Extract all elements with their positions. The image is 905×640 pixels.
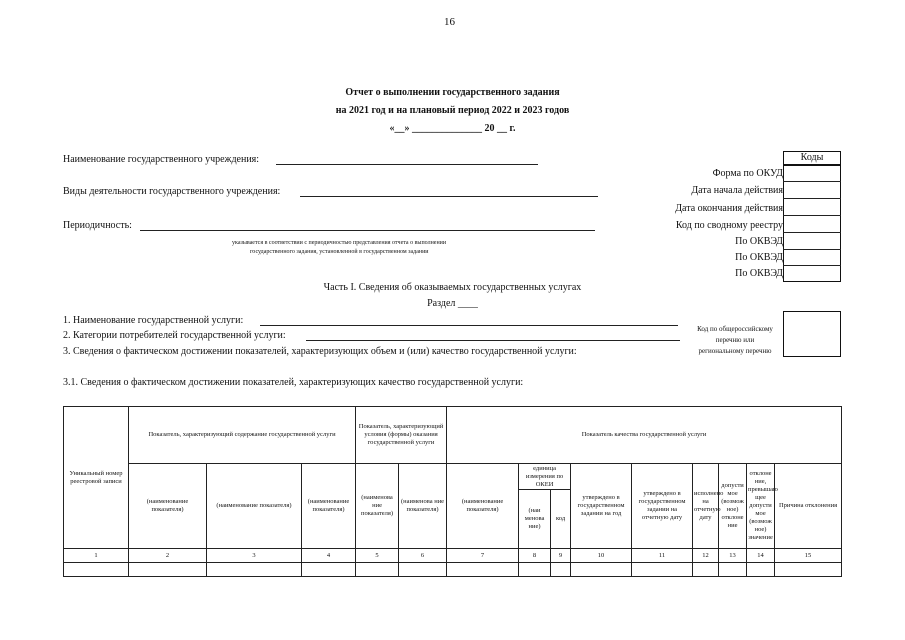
indicators-info-label: 3. Сведения о фактическом достижении показателей, характеризующих объем и (или) качество государственной услуги: <box>63 346 577 357</box>
table-cell[interactable] <box>519 563 551 577</box>
codes-divider <box>783 265 841 266</box>
header-allowed-deviation: допусти мое (возмож ное) отклоне ние <box>719 464 747 549</box>
service-name-label: 1. Наименование государственной услуги: <box>63 315 244 326</box>
codes-divider <box>783 181 841 182</box>
header-name-col2: (наименование показателя) <box>129 464 207 549</box>
service-name-line[interactable] <box>260 325 678 326</box>
activity-types-line[interactable] <box>300 196 598 197</box>
table-cell[interactable] <box>775 563 842 577</box>
header-approved-for-date: утверждено в государственном задании на отчетную дату <box>632 464 693 549</box>
subsection-title: 3.1. Сведения о фактическом достижении показателей, характеризующих качество государственной услуги: <box>63 377 524 388</box>
header-content-indicator: Показатель, характеризующий содержание государственной услуги <box>129 407 356 464</box>
column-numbers-row <box>64 549 842 563</box>
registry-code-label: Код по сводному реестру <box>675 220 783 231</box>
periodicity-note-1: указывается в соответствии с периодичностью представления отчета о выполнении <box>232 240 447 246</box>
column-number: 14 <box>747 549 775 563</box>
header-unit-okei: единица измерения по ОКЕИ <box>519 464 571 490</box>
consumer-categories-label: 2. Категории потребителей государственной услуги: <box>63 330 286 341</box>
column-number: 6 <box>399 549 447 563</box>
codes-divider <box>783 198 841 199</box>
header-unit-name: (наи менова ние) <box>519 490 551 549</box>
table-cell[interactable] <box>129 563 207 577</box>
column-number: 12 <box>693 549 719 563</box>
section-title: Раздел ____ <box>427 298 478 309</box>
header-quality-indicator: Показатель качества государственной услуги <box>447 407 842 464</box>
column-number: 9 <box>551 549 571 563</box>
header-name-col5: (наименова ние показателя) <box>356 464 399 549</box>
table-cell[interactable] <box>207 563 302 577</box>
header-exceeding-deviation: отклоне ние, превышаю щее допусти мое (возмож ное) значение <box>747 464 775 549</box>
periodicity-note-2: государственного задания, установленной в государственном задании <box>250 249 429 255</box>
header-name-col3: (наименование показателя) <box>207 464 302 549</box>
report-date-line: «__» ______________ 20 __ г. <box>389 123 516 134</box>
table-cell[interactable] <box>551 563 571 577</box>
table-cell[interactable] <box>693 563 719 577</box>
table-row <box>64 563 842 577</box>
registry-code-text-1: Код по общероссийскому <box>697 325 773 333</box>
okved-label-1: По ОКВЭД <box>735 236 783 247</box>
table-cell[interactable] <box>447 563 519 577</box>
registry-code-box[interactable] <box>783 311 841 357</box>
header-executed: исполнено на отчетную дату <box>693 464 719 549</box>
column-number: 13 <box>719 549 747 563</box>
periodicity-label: Периодичность: <box>63 220 132 231</box>
codes-header: Коды <box>783 151 841 165</box>
column-number: 11 <box>632 549 693 563</box>
column-number: 10 <box>571 549 632 563</box>
column-number: 5 <box>356 549 399 563</box>
codes-divider <box>783 249 841 250</box>
registry-code-text-2: перечню или <box>715 336 755 344</box>
start-date-label: Дата начала действия <box>691 185 783 196</box>
column-number: 15 <box>775 549 842 563</box>
column-number: 4 <box>302 549 356 563</box>
codes-divider <box>783 232 841 233</box>
activity-types-label: Виды деятельности государственного учреждения: <box>63 186 281 197</box>
table-cell[interactable] <box>747 563 775 577</box>
column-number: 2 <box>129 549 207 563</box>
header-name-col4: (наименование показателя) <box>302 464 356 549</box>
quality-indicators-table <box>63 406 842 577</box>
column-number: 8 <box>519 549 551 563</box>
periodicity-line[interactable] <box>140 230 595 231</box>
institution-name-line[interactable] <box>276 164 538 165</box>
page-number: 16 <box>444 16 455 28</box>
table-cell[interactable] <box>64 563 129 577</box>
table-cell[interactable] <box>632 563 693 577</box>
okved-label-2: По ОКВЭД <box>735 252 783 263</box>
institution-name-label: Наименование государственного учреждения: <box>63 154 260 165</box>
header-deviation-reason: Причина отклонения <box>775 464 842 549</box>
column-number: 1 <box>64 549 129 563</box>
header-name-col6: (наименова ние показателя) <box>399 464 447 549</box>
header-name-col7: (наименование показателя) <box>447 464 519 549</box>
table-cell[interactable] <box>399 563 447 577</box>
report-title: Отчет о выполнении государственного задания <box>345 87 560 98</box>
column-number: 3 <box>207 549 302 563</box>
header-unit-code: код <box>551 490 571 549</box>
part-title: Часть I. Сведения об оказываемых государственных услугах <box>323 282 582 293</box>
table-cell[interactable] <box>719 563 747 577</box>
table-cell[interactable] <box>356 563 399 577</box>
column-number: 7 <box>447 549 519 563</box>
header-conditions-indicator: Показатель, характеризующий условия (формы) оказания государственной услуги <box>356 407 447 464</box>
consumer-categories-line[interactable] <box>306 340 680 341</box>
report-period: на 2021 год и на плановый период 2022 и 2023 годов <box>335 105 570 116</box>
registry-code-text-3: региональному перечню <box>698 347 772 355</box>
okved-label-3: По ОКВЭД <box>735 268 783 279</box>
header-unique-number: Уникальный номер реестровой записи <box>64 407 129 549</box>
header-approved-in-task: утверждено в государственном задании на год <box>571 464 632 549</box>
table-cell[interactable] <box>302 563 356 577</box>
table-cell[interactable] <box>571 563 632 577</box>
end-date-label: Дата окончания действия <box>675 203 783 214</box>
okud-label: Форма по ОКУД <box>712 168 783 179</box>
codes-divider <box>783 215 841 216</box>
